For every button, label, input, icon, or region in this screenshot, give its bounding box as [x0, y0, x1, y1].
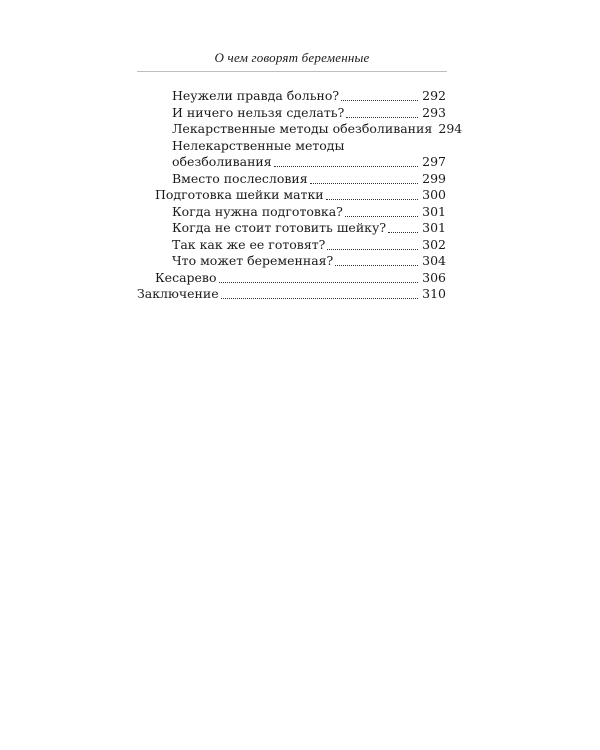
- dot-leader: [346, 117, 418, 118]
- toc-entry-title: Неужели правда больно?: [172, 88, 340, 103]
- dot-leader: [335, 265, 418, 266]
- dot-leader: [219, 282, 419, 283]
- running-head: О чем говорят беременные: [214, 50, 370, 65]
- toc-entry-page: 300: [422, 187, 446, 202]
- dot-leader: [221, 298, 418, 299]
- toc-entry[interactable]: [172, 121, 463, 137]
- toc-entry[interactable]: [172, 154, 446, 170]
- toc-entry[interactable]: [172, 105, 446, 121]
- toc-entry-page: 302: [422, 236, 446, 252]
- toc-entry[interactable]: [172, 237, 446, 253]
- dot-leader: [310, 183, 418, 184]
- dot-leader: [327, 249, 418, 250]
- toc-entry-title: Что может беременная?: [172, 253, 334, 268]
- toc-entry-title: обезболивания: [172, 154, 272, 169]
- dot-leader: [341, 100, 418, 101]
- header-rule: [137, 71, 447, 72]
- toc-entry-title: Так как же ее готовят?: [172, 236, 326, 252]
- toc-entry[interactable]: [172, 220, 446, 236]
- toc-entry-title: Заключение: [137, 286, 219, 301]
- toc-entry-title: Когда нужна подготовка?: [172, 203, 343, 219]
- toc-entry-page: 301: [422, 203, 446, 219]
- toc-entry[interactable]: [172, 171, 446, 187]
- dot-leader: [388, 232, 418, 233]
- toc-entry-page: 292: [422, 88, 446, 103]
- toc-entry-page: 310: [422, 286, 446, 301]
- toc-entry-page: 294: [438, 121, 463, 136]
- toc-entry[interactable]: [172, 253, 446, 269]
- toc-entry-title: Нелекарственные методы: [172, 137, 345, 153]
- toc-entry-title: И ничего нельзя сделать?: [172, 104, 345, 120]
- toc-entry-page: 293: [422, 104, 446, 120]
- toc-entry-page: 301: [422, 220, 446, 235]
- toc-entry-page: 299: [422, 170, 446, 186]
- toc-entry-title: Кесарево: [155, 269, 217, 285]
- dot-leader: [326, 199, 418, 200]
- toc-entry-page: 297: [422, 154, 446, 169]
- toc-entry-title: Подготовка шейки матки: [155, 187, 324, 202]
- toc-entry[interactable]: [172, 204, 446, 220]
- toc-entry-title: Вместо послесловия: [172, 170, 308, 186]
- toc-entry-page: 304: [422, 253, 446, 268]
- dot-leader: [274, 166, 418, 167]
- toc-entry-title: Когда не стоит готовить шейку?: [172, 220, 387, 235]
- toc-entry[interactable]: [172, 88, 446, 104]
- dot-leader: [345, 216, 418, 217]
- toc-entry[interactable]: [155, 187, 446, 203]
- toc-entry[interactable]: [137, 286, 446, 302]
- toc-entry[interactable]: [172, 138, 446, 154]
- toc-entry-page: 306: [422, 269, 446, 285]
- toc-entry-title: Лекарственные методы обезболивания: [172, 121, 433, 136]
- toc-entry[interactable]: [155, 270, 446, 286]
